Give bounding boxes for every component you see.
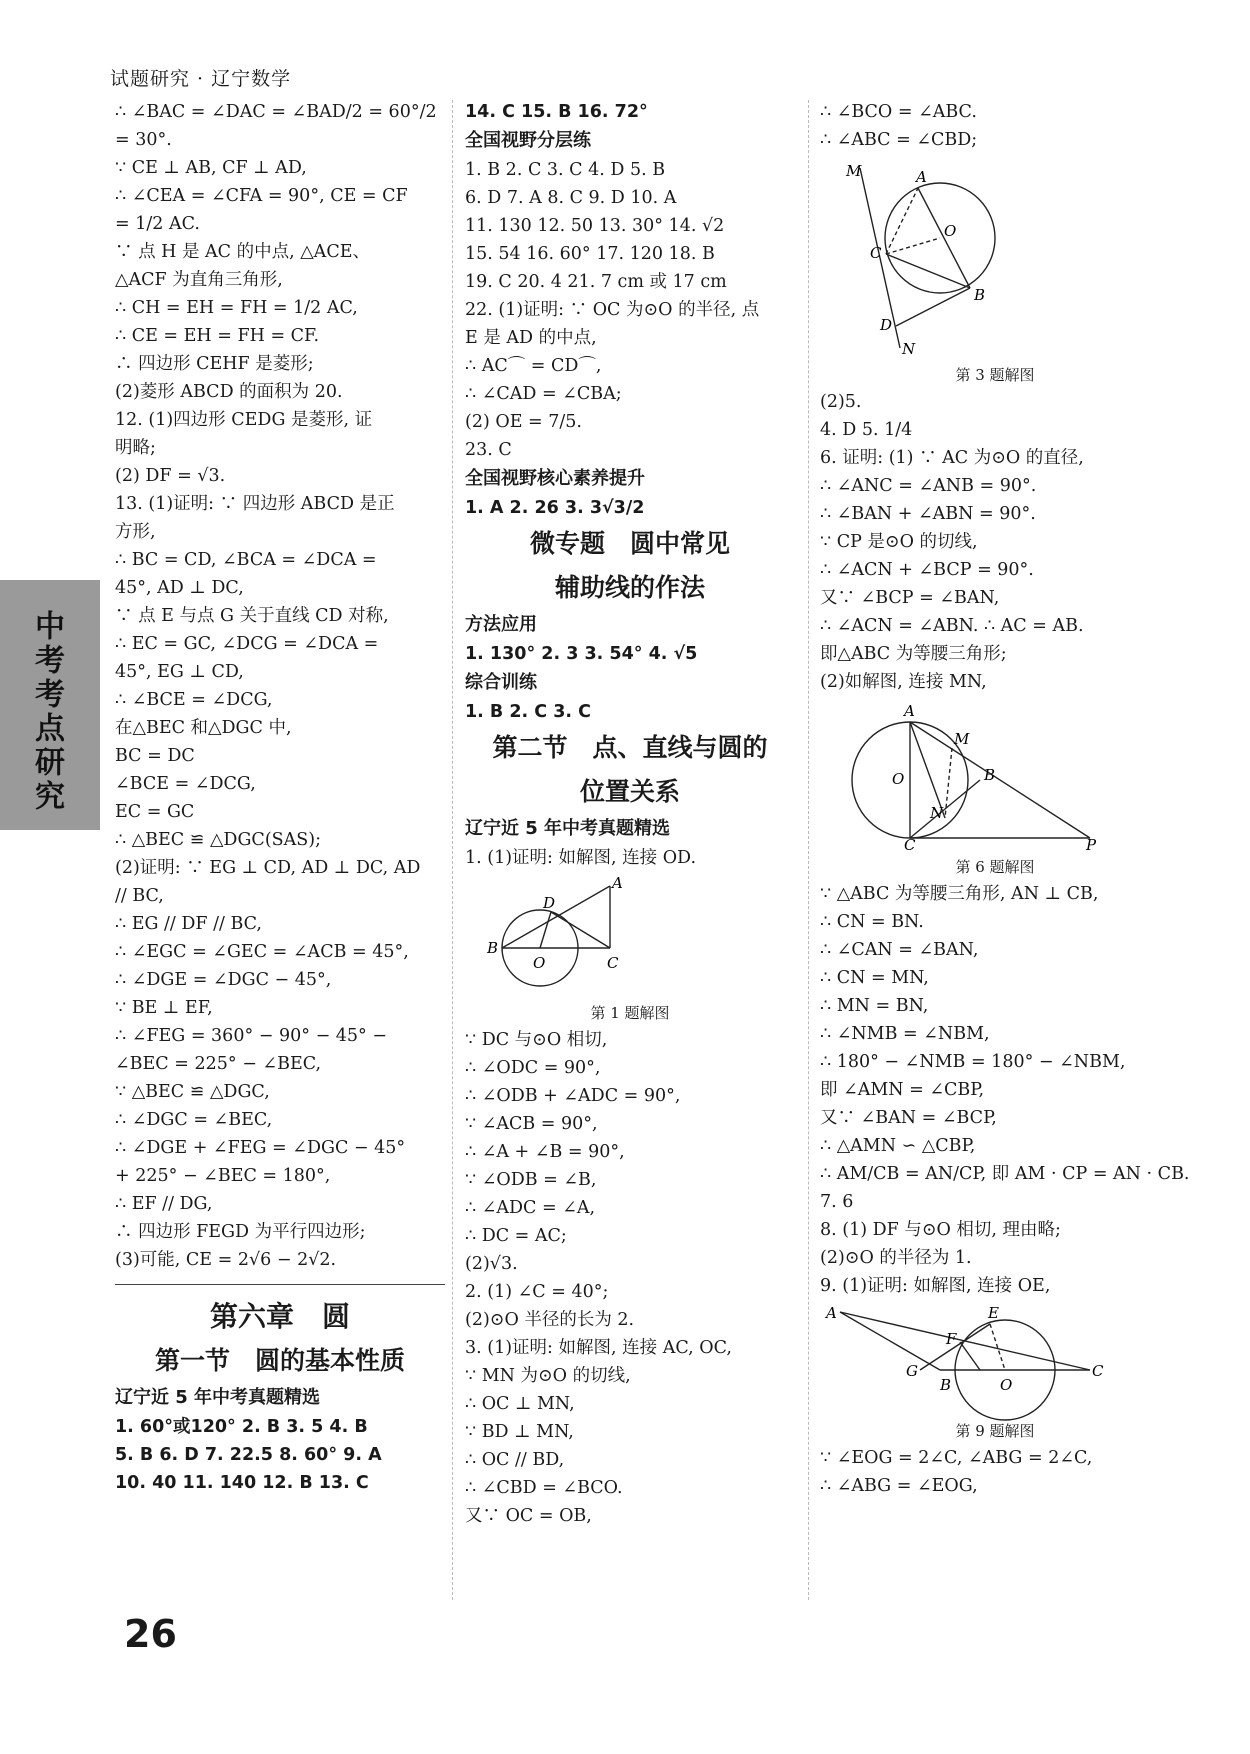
text-line: 23. C — [465, 440, 512, 460]
text-line: 8. (1) DF 与⊙O 相切, 理由略; — [820, 1220, 1061, 1240]
figure-caption: 第 6 题解图 — [955, 858, 1035, 876]
page-number: 26 — [124, 1612, 177, 1656]
fig6-label: N — [930, 804, 944, 822]
figure-1 — [465, 876, 665, 996]
text-line: (2)5. — [820, 392, 862, 412]
fig6-label: A — [904, 702, 915, 720]
text-line: 45°, EG ⊥ CD, — [115, 662, 244, 682]
text-line: ∴ CE = EH = FH = CF. — [115, 326, 320, 346]
side-tab-label: 中考考点研究 — [29, 610, 64, 814]
text-line: 1. 60°或120° 2. B 3. 5 4. B — [115, 1417, 368, 1437]
fig3-label: O — [944, 222, 957, 240]
text-line: 又∵ ∠BAN = ∠BCP, — [820, 1108, 997, 1128]
text-line: 9. (1)证明: 如解图, 连接 OE, — [820, 1276, 1051, 1296]
chapter-title: 第六章 圆 — [209, 1300, 350, 1333]
text-line: (3)可能, CE = 2√6 − 2√2. — [115, 1250, 337, 1270]
answer-list — [115, 98, 445, 1274]
figure-caption: 第 3 题解图 — [955, 366, 1035, 384]
column-divider — [452, 100, 454, 1600]
fig9-label: F — [946, 1330, 957, 1348]
text-line: 在△BEC 和△DGC 中, — [115, 718, 292, 738]
text-line: (2) OE = 7/5. — [465, 412, 582, 432]
column-2 — [465, 98, 795, 1530]
text-line: ∴ ∠ACN = ∠ABN. ∴ AC = AB. — [820, 616, 1084, 636]
subsection-title: 方法应用 — [465, 614, 537, 635]
text-line: ∴ ∠BAC = ∠DAC = ∠BAD/2 = 60°/2 — [115, 102, 437, 122]
text-line: ∴ ∠ABG = ∠EOG, — [820, 1476, 978, 1496]
fig9-label: O — [1000, 1376, 1013, 1394]
text-line: (2)证明: ∵ EG ⊥ CD, AD ⊥ DC, AD — [115, 858, 421, 878]
text-line: ∴ ∠ACN + ∠BCP = 90°. — [820, 560, 1034, 580]
text-line: 1. (1)证明: 如解图, 连接 OD. — [465, 848, 697, 868]
text-line: ∴ CN = MN, — [820, 968, 929, 988]
text-line: ∴ ∠ADC = ∠A, — [465, 1198, 596, 1218]
fig6-label: M — [954, 730, 970, 748]
figure-6 — [820, 700, 1100, 854]
text-line: ∴ BC = CD, ∠BCA = ∠DCA = — [115, 550, 377, 570]
text-line: 明略; — [115, 438, 156, 458]
text-line: ∵ ∠EOG = 2∠C, ∠ABG = 2∠C, — [820, 1448, 1093, 1468]
text-line: ∴ ∠BCO = ∠ABC. — [820, 102, 977, 122]
text-line: ∴ ∠CEA = ∠CFA = 90°, CE = CF — [115, 186, 408, 206]
subsection-title: 全国视野核心素养提升 — [465, 468, 645, 489]
text-line: ∵ CE ⊥ AB, CF ⊥ AD, — [115, 158, 307, 178]
text-line: ∴ ∠NMB = ∠NBM, — [820, 1024, 990, 1044]
text-line: BC = DC — [115, 746, 195, 766]
text-line: (2)菱形 ABCD 的面积为 20. — [115, 382, 343, 402]
text-line: ∵ △ABC 为等腰三角形, AN ⊥ CB, — [820, 884, 1099, 904]
answer-list — [465, 98, 795, 126]
text-line: EC = GC — [115, 802, 195, 822]
text-line: 11. 130 12. 50 13. 30° 14. √2 — [465, 216, 725, 236]
text-line: ∴ ∠ANC = ∠ANB = 90°. — [820, 476, 1037, 496]
text-line: (2)⊙O 半径的长为 2. — [465, 1310, 635, 1330]
text-line: ∵ 点 E 与点 G 关于直线 CD 对称, — [115, 606, 389, 626]
text-line: (2)如解图, 连接 MN, — [820, 672, 987, 692]
text-line: 1. B 2. C 3. C 4. D 5. B — [465, 160, 666, 180]
fig3-label: C — [870, 244, 882, 262]
fig6-label: B — [984, 766, 996, 784]
fig6-label: O — [892, 770, 905, 788]
fig3-label: M — [846, 162, 862, 180]
text-line: 2. (1) ∠C = 40°; — [465, 1282, 609, 1302]
text-line: ∵ △BEC ≌ △DGC, — [115, 1082, 270, 1102]
section-rule — [115, 1284, 445, 1285]
section-subtitle: 辽宁近 5 年中考真题精选 — [115, 1387, 321, 1408]
text-line: 即 ∠AMN = ∠CBP, — [820, 1080, 985, 1100]
fig6-label: C — [904, 836, 916, 854]
text-line: ∵ CP 是⊙O 的切线, — [820, 532, 978, 552]
column-1 — [115, 98, 445, 1497]
text-line: ∠BEC = 225° − ∠BEC, — [115, 1054, 322, 1074]
text-line: E 是 AD 的中点, — [465, 328, 597, 348]
text-line: ∵ 点 H 是 AC 的中点, △ACE、 — [115, 242, 370, 262]
subsection-title: 综合训练 — [465, 672, 537, 693]
fig1-label: O — [533, 954, 546, 972]
text-line: ∴ EF // DG, — [115, 1194, 213, 1214]
answer-list — [465, 698, 795, 726]
column-divider — [808, 100, 810, 1600]
fig9-label: B — [940, 1376, 952, 1394]
fig1-label: A — [612, 874, 623, 892]
text-line: ∵ ∠ODB = ∠B, — [465, 1170, 597, 1190]
answer-list — [465, 156, 795, 464]
text-line: 4. D 5. 1/4 — [820, 420, 913, 440]
text-line: ∴ ∠ODB + ∠ADC = 90°, — [465, 1086, 681, 1106]
running-header: 试题研究 · 辽宁数学 — [110, 68, 292, 90]
figure-caption: 第 9 题解图 — [955, 1422, 1035, 1440]
text-line: ∵ BD ⊥ MN, — [465, 1422, 574, 1442]
text-line: ∴ 180° − ∠NMB = 180° − ∠NBM, — [820, 1052, 1126, 1072]
text-line: ∴ ∠EGC = ∠GEC = ∠ACB = 45°, — [115, 942, 409, 962]
text-line: 13. (1)证明: ∵ 四边形 ABCD 是正 — [115, 494, 395, 514]
fig3-label: B — [974, 286, 986, 304]
text-line: ∴ 四边形 FEGD 为平行四边形; — [115, 1222, 366, 1242]
text-line: ∵ MN 为⊙O 的切线, — [465, 1366, 631, 1386]
text-line: ∠BCE = ∠DCG, — [115, 774, 256, 794]
text-line: 1. 130° 2. 3 3. 54° 4. √5 — [465, 644, 698, 664]
text-line: 14. C 15. B 16. 72° — [465, 102, 648, 122]
text-line: ∵ DC 与⊙O 相切, — [465, 1030, 608, 1050]
text-line: ∴ ∠DGC = ∠BEC, — [115, 1110, 273, 1130]
text-line: ∴ △AMN ∽ △CBP, — [820, 1136, 976, 1156]
text-line: = 30°. — [115, 130, 172, 150]
text-line: ∴ △BEC ≌ △DGC(SAS); — [115, 830, 321, 850]
text-line: ∵ BE ⊥ EF, — [115, 998, 213, 1018]
fig9-label: E — [988, 1304, 999, 1322]
text-line: △ACF 为直角三角形, — [115, 270, 283, 290]
answer-list — [465, 640, 795, 668]
section-title: 位置关系 — [579, 777, 680, 806]
text-line: ∴ OC ⊥ MN, — [465, 1394, 575, 1414]
text-line: 19. C 20. 4 21. 7 cm 或 17 cm — [465, 272, 727, 292]
figure-3 — [820, 158, 1020, 358]
text-line: // BC, — [115, 886, 164, 906]
special-topic-title: 微专题 圆中常见 — [529, 529, 730, 558]
text-line: 7. 6 — [820, 1192, 854, 1212]
answer-list — [820, 98, 1170, 154]
text-line: ∴ ∠DGE + ∠FEG = ∠DGC − 45° — [115, 1138, 406, 1158]
text-line: = 1/2 AC. — [115, 214, 200, 234]
text-line: ∴ ∠CAD = ∠CBA; — [465, 384, 622, 404]
text-line: ∴ MN = BN, — [820, 996, 929, 1016]
answer-list — [820, 388, 1170, 696]
text-line: ∴ ∠FEG = 360° − 90° − 45° − — [115, 1026, 388, 1046]
text-line: ∴ DC = AC; — [465, 1226, 567, 1246]
text-line: (2)⊙O 的半径为 1. — [820, 1248, 972, 1268]
text-line: ∴ EG // DF // BC, — [115, 914, 262, 934]
fig3-label: A — [916, 168, 927, 186]
section-title: 第一节 圆的基本性质 — [154, 1346, 405, 1375]
text-line: 方形, — [115, 522, 156, 542]
column-3 — [820, 98, 1190, 1500]
fig3-label: N — [902, 340, 916, 358]
answer-list — [115, 1413, 445, 1497]
text-line: 又∵ ∠BCP = ∠BAN, — [820, 588, 1000, 608]
text-line: (2)√3. — [465, 1254, 518, 1274]
text-line: 10. 40 11. 140 12. B 13. C — [115, 1473, 369, 1493]
text-line: ∴ ∠CAN = ∠BAN, — [820, 940, 979, 960]
fig9-label: C — [1092, 1362, 1104, 1380]
text-line: 1. A 2. 26 3. 3√3/2 — [465, 498, 645, 518]
text-line: ∴ AM/CB = AN/CP, 即 AM · CP = AN · CB. — [820, 1164, 1190, 1184]
text-line: ∴ ∠DGE = ∠DGC − 45°, — [115, 970, 332, 990]
fig1-label: B — [487, 939, 499, 957]
fig9-label: G — [906, 1362, 918, 1380]
text-line: ∴ AC⌒ = CD⌒, — [465, 356, 602, 376]
text-line: ∴ 四边形 CEHF 是菱形; — [115, 354, 314, 374]
text-line: ∴ CN = BN. — [820, 912, 924, 932]
text-line: ∴ ∠ABC = ∠CBD; — [820, 130, 978, 150]
text-line: 22. (1)证明: ∵ OC 为⊙O 的半径, 点 — [465, 300, 760, 320]
figure-caption: 第 1 题解图 — [590, 1004, 670, 1022]
answer-list — [820, 1444, 1170, 1500]
subsection-title: 全国视野分层练 — [465, 130, 591, 151]
special-topic-title: 辅助线的作法 — [554, 573, 705, 602]
figure-9 — [820, 1304, 1104, 1414]
text-line: 12. (1)四边形 CEDG 是菱形, 证 — [115, 410, 373, 430]
text-line: ∴ ∠A + ∠B = 90°, — [465, 1142, 625, 1162]
section-title: 第二节 点、直线与圆的 — [492, 733, 768, 762]
text-line: + 225° − ∠BEC = 180°, — [115, 1166, 331, 1186]
text-line: ∵ ∠ACB = 90°, — [465, 1114, 598, 1134]
fig3-label: D — [880, 316, 893, 334]
text-line: 45°, AD ⊥ DC, — [115, 578, 244, 598]
answer-list — [465, 844, 795, 872]
text-line: 3. (1)证明: 如解图, 连接 AC, OC, — [465, 1338, 732, 1358]
fig1-label: C — [607, 954, 619, 972]
text-line: 即△ABC 为等腰三角形; — [820, 644, 1007, 664]
text-line: ∴ EC = GC, ∠DCG = ∠DCA = — [115, 634, 379, 654]
fig9-label: A — [826, 1304, 837, 1322]
fig1-label: D — [543, 894, 556, 912]
text-line: 5. B 6. D 7. 22.5 8. 60° 9. A — [115, 1445, 382, 1465]
answer-list — [465, 494, 795, 522]
answer-list — [820, 880, 1190, 1300]
text-line: (2) DF = √3. — [115, 466, 226, 486]
text-line: 6. D 7. A 8. C 9. D 10. A — [465, 188, 677, 208]
answer-list — [465, 1026, 795, 1530]
section-subtitle: 辽宁近 5 年中考真题精选 — [465, 818, 671, 839]
text-line: 15. 54 16. 60° 17. 120 18. B — [465, 244, 715, 264]
text-line: ∴ ∠ODC = 90°, — [465, 1058, 601, 1078]
text-line: 6. 证明: (1) ∵ AC 为⊙O 的直径, — [820, 448, 1084, 468]
text-line: ∴ OC // BD, — [465, 1450, 565, 1470]
text-line: ∴ ∠BAN + ∠ABN = 90°. — [820, 504, 1036, 524]
text-line: 又∵ OC = OB, — [465, 1506, 592, 1526]
text-line: ∴ ∠CBD = ∠BCO. — [465, 1478, 623, 1498]
text-line: ∴ ∠BCE = ∠DCG, — [115, 690, 273, 710]
fig6-label: P — [1086, 836, 1097, 854]
text-line: 1. B 2. C 3. C — [465, 702, 591, 722]
text-line: ∴ CH = EH = FH = 1/2 AC, — [115, 298, 358, 318]
